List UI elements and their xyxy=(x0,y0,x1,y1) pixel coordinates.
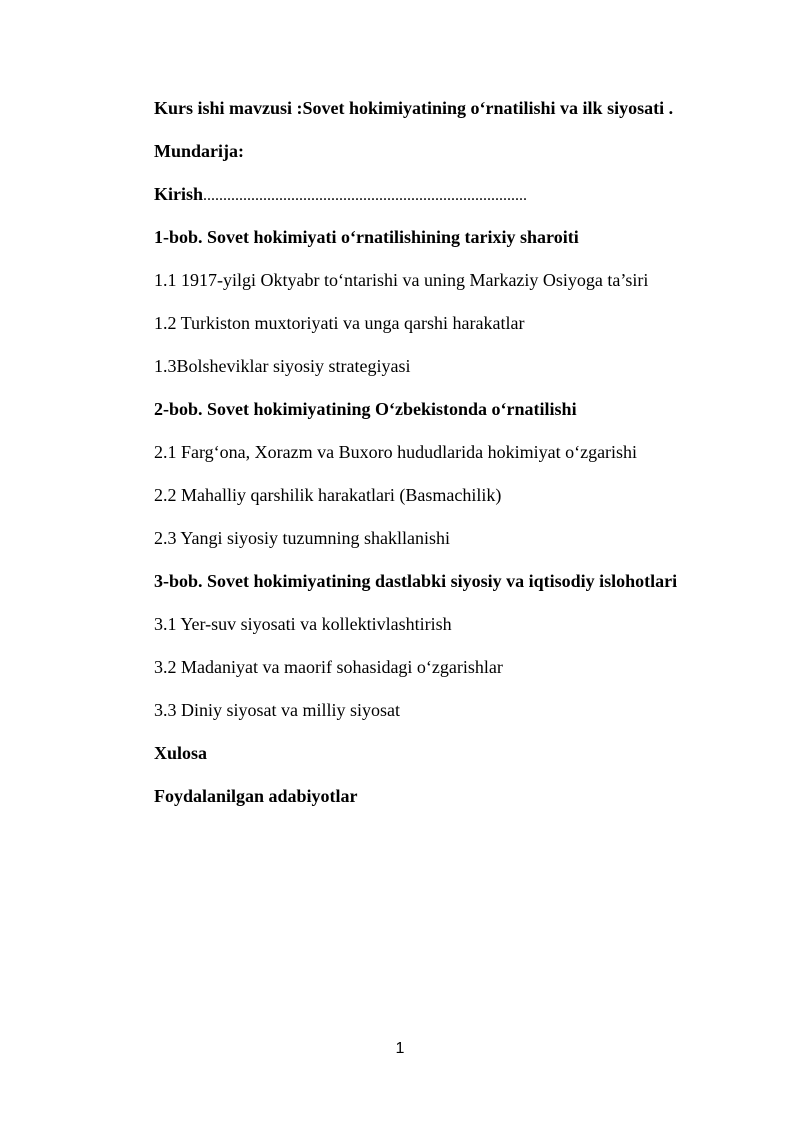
course-work-topic: Kurs ishi mavzusi :Sovet hokimiyatining o‘rnatilishi va ilk siyosati . xyxy=(154,98,674,118)
toc-entry-conclusion: Xulosa xyxy=(154,743,208,763)
toc-entry-introduction xyxy=(154,181,774,224)
contents-heading: Mundarija: xyxy=(154,141,244,161)
chapter-1-title: 1-bob. Sovet hokimiyati o‘rnatilishining tarixiy sharoiti xyxy=(154,227,579,247)
toc-entry-references: Foydalanilgan adabiyotlar xyxy=(154,786,358,806)
page-number: 1 xyxy=(395,1040,405,1057)
section-3-3: 3.3 Diniy siyosat va milliy siyosat xyxy=(154,700,400,720)
table-of-contents xyxy=(154,95,774,826)
introduction-label: Kirish xyxy=(154,184,204,204)
section-3-1: 3.1 Yer-suv siyosati va kollektivlashtirish xyxy=(154,614,452,634)
section-1-1: 1.1 1917-yilgi Oktyabr to‘ntarishi va uning Markaziy Osiyoga ta’siri xyxy=(154,270,649,290)
section-3-2: 3.2 Madaniyat va maorif sohasidagi o‘zgarishlar xyxy=(154,657,503,677)
section-2-2: 2.2 Mahalliy qarshilik harakatlari (Basmachilik) xyxy=(154,485,502,505)
section-2-1: 2.1 Farg‘ona, Xorazm va Buxoro hududlarida hokimiyat o‘zgarishi xyxy=(154,442,638,462)
dot-leader: ................................................................................. xyxy=(203,187,528,204)
section-2-3: 2.3 Yangi siyosiy tuzumning shakllanishi xyxy=(154,528,451,548)
section-1-3: 1.3Bolsheviklar siyosiy strategiyasi xyxy=(154,356,411,376)
chapter-3-title: 3-bob. Sovet hokimiyatining dastlabki siyosiy va iqtisodiy islohotlari xyxy=(154,571,678,591)
chapter-2-title: 2-bob. Sovet hokimiyatining O‘zbekistonda o‘rnatilishi xyxy=(154,399,577,419)
section-1-2: 1.2 Turkiston muxtoriyati va unga qarshi harakatlar xyxy=(154,313,525,333)
